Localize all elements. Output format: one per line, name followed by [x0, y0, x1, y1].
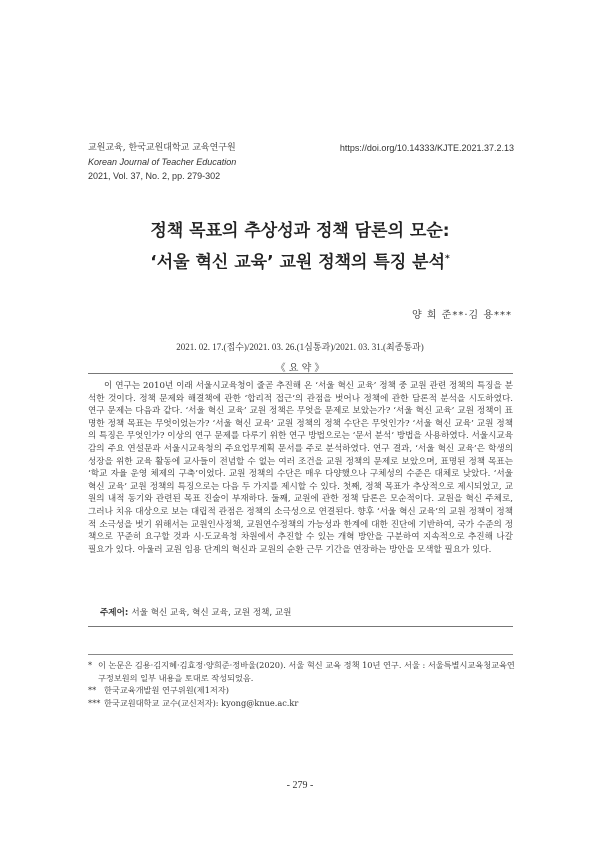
title-line-2-text: ‘서울 혁신 교육’ 교원 정책의 특징 분석	[150, 252, 446, 273]
footnote-text: 이 논문은 김용·김지혜·김효정·양희준·정바울(2020). 서울 혁신 교육 정책 10년 연구. 서울 : 서울특별시교육청교육연구정보원의 일부 내용을 토대로 작성되었음.	[98, 660, 515, 683]
footnote-text: 한국교육개발원 연구위원(제1저자)	[104, 685, 229, 695]
footnote-mark: **	[88, 685, 97, 695]
author-list: 양 희 준**·김 용***	[411, 310, 512, 321]
abstract-top-rule	[88, 373, 513, 374]
page-number: - 279 -	[286, 780, 314, 791]
footnotes	[88, 659, 518, 709]
submission-dates: 2021. 02. 17.(접수)/2021. 03. 26.(1심통과)/2021. 03. 31.(최종통과)	[176, 342, 424, 352]
footnote-mark: *	[88, 660, 93, 670]
footnote-rule	[88, 654, 513, 655]
keywords	[100, 606, 292, 618]
journal-header	[88, 141, 236, 183]
journal-name-korean: 교원교육, 한국교원대학교 교육연구원	[88, 143, 236, 153]
abstract-bottom-rule	[88, 626, 513, 627]
volume-info: 2021, Vol. 37, No. 2, pp. 279-302	[88, 171, 221, 181]
title-line-1: 정책 목표의 추상성과 정책 담론의 모순:	[150, 221, 450, 241]
doi-link[interactable]: https://doi.org/10.14333/KJTE.2021.37.2.13	[339, 143, 514, 153]
journal-name-english: Korean Journal of Teacher Education	[88, 157, 237, 167]
paper-title	[60, 217, 540, 277]
title-footnote-mark: *	[445, 254, 450, 264]
keywords-label: 주제어:	[100, 608, 129, 618]
footnote-mark: ***	[88, 697, 101, 708]
footnote-1	[88, 659, 518, 684]
title-line-2	[60, 245, 540, 277]
abstract-heading: 《 요 약 》	[275, 363, 325, 374]
footnote-3	[88, 697, 518, 710]
footnote-text: 한국교원대학교 교수(교신저자): kyong@knue.ac.kr	[104, 697, 299, 708]
footnote-2	[88, 684, 518, 697]
abstract-body: 이 연구는 2010년 이래 서울시교육청이 줄곧 추진해 온 ‘서울 혁신 교육’ 정책 중 교원 관련 정책의 특징을 분석한 것이다. 정책 문제와 해결책에 관한 ‘합리적 접근’의 관점을 벗어나 정책에 관한 담론적 분석을 시도하였다. 연구 문제는 다음과 같다. ‘서울 혁신 교육’ 교원 정책은 무엇을 문제로 보았는가? ‘서울 혁신 교육’ 교원 정책이 표명한 정책 목표는 무엇이었는가? ‘서울 혁신 교육’ 교원 정책의 정책 수단은 무엇인가? ‘서울 혁신 교육’ 교원 정책의 특징은 무엇인가? 이상의 연구 문제를 다루기 위한 연구 방법으로는 ‘문서 분석’ 방법을 사용하였다. 서울시교육감의 주요 연설문과 서울시교육청의 주요업무계획 문서를 주로 분석하였다. 연구 결과, ‘서울 혁신 교육’은 학생의 성장을 위한 교육 활동에 교사들이 전념할 수 없는 여러 조건을 교원 정책의 문제로 보았으며, 표명된 정책 목표는 ‘학교 자율 운영 체제의 구축’이었다. 교원 정책의 수단은 매우 다양했으나 구체성의 수준은 대체로 낮았다. ‘서울 혁신 교육’ 교원 정책의 특징으로는 다음 두 가지를 제시할 수 있다. 첫째, 정책 목표가 추상적으로 제시되었고, 교원의 내적 동기와 관련된 목표 진술이 부재하다. 둘째, 교원에 관한 정책 담론은 모순적이다. 교원을 혁신 주체로, 그러나 치유 대상으로 보는 대립적 관점은 정책의 소극성으로 연결된다. 향후 ‘서울 혁신 교육’의 교원 정책이 정책적 소극성을 벗기 위해서는 교원인사정책, 교원연수정책의 가능성과 한계에 대한 진단에 기반하여, 국가 수준의 정책으로 꾸준히 요구할 것과 시·도교육청 차원에서 추진할 수 있는 개혁 방안을 구분하여 지속적으로 추진해 나갈 필요가 있다. 아울러 교원 임용 단계의 혁신과 교원의 순환 근무 기간을 연장하는 방안을 모색할 필요가 있다.	[88, 381, 513, 555]
keywords-value: 서울 혁신 교육, 혁신 교육, 교원 정책, 교원	[131, 608, 292, 618]
